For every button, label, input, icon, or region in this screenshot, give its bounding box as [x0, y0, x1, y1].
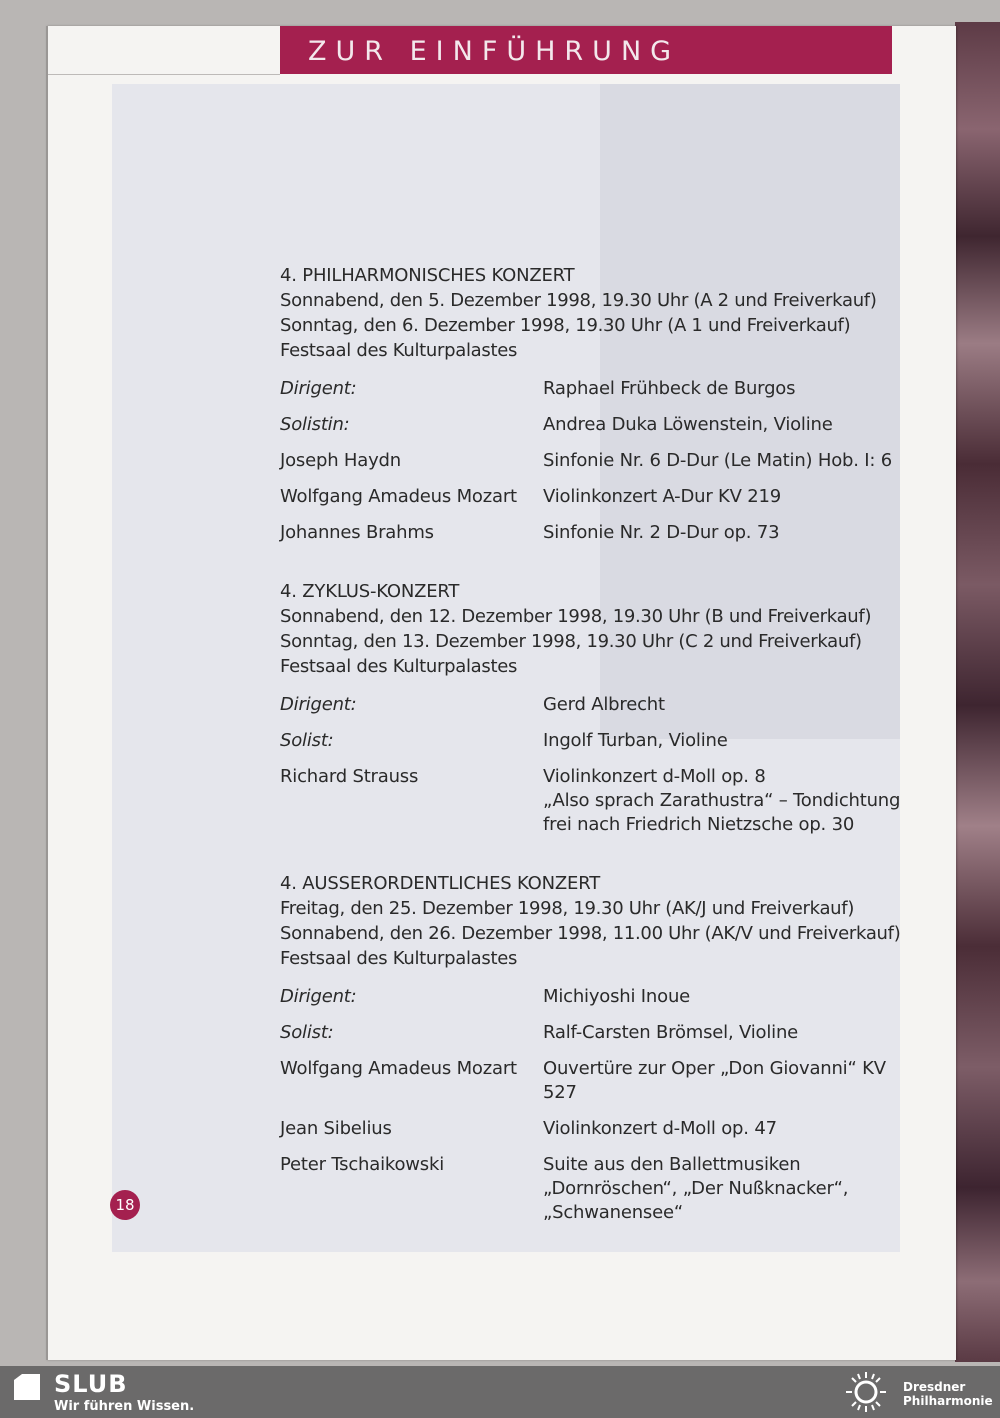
program-label: Richard Strauss [280, 766, 419, 787]
section-title: ZUR EINFÜHRUNG [308, 36, 681, 67]
program-row [280, 1117, 920, 1141]
concert-venue: Festsaal des Kulturpalastes [280, 948, 518, 969]
program-rows [280, 377, 920, 545]
program-label: Wolfgang Amadeus Mozart [280, 1058, 517, 1079]
program-row [280, 765, 920, 837]
program-value: Andrea Duka Löwenstein, Violine [543, 414, 833, 435]
program-label: Solist: [280, 1022, 334, 1043]
brochure-page [46, 26, 956, 1360]
program-value: Violinkonzert A-Dur KV 219 [543, 486, 782, 507]
program-row [280, 985, 920, 1009]
page-number: 18 [110, 1190, 140, 1220]
program-label: Solistin: [280, 414, 350, 435]
program-row [280, 485, 920, 509]
concert-block [280, 871, 920, 1225]
program-value: Ouvertüre zur Oper „Don Giovanni“ KV 527 [543, 1058, 886, 1103]
partner-name [903, 1380, 993, 1408]
concert-date: Sonnabend, den 5. Dezember 1998, 19.30 Uhr (A 2 und Freiverkauf) [280, 290, 877, 311]
program-row [280, 521, 920, 545]
program-value: Sinfonie Nr. 6 D-Dur (Le Matin) Hob. I: 6 [543, 450, 893, 471]
program-row [280, 693, 920, 717]
concert-venue: Festsaal des Kulturpalastes [280, 656, 518, 677]
concert-block [280, 263, 920, 545]
program-label: Jean Sibelius [280, 1118, 392, 1139]
concert-list [280, 263, 920, 1259]
program-row [280, 1057, 920, 1105]
program-label: Dirigent: [280, 694, 357, 715]
concert-title: 4. PHILHARMONISCHES KONZERT [280, 265, 575, 286]
concert-date: Freitag, den 25. Dezember 1998, 19.30 Uhr (AK/J und Freiverkauf) [280, 898, 855, 919]
concert-title: 4. ZYKLUS-KONZERT [280, 581, 460, 602]
program-value: Gerd Albrecht [543, 694, 665, 715]
program-label: Solist: [280, 730, 334, 751]
program-label: Johannes Brahms [280, 522, 434, 543]
program-value: Suite aus den Ballettmusiken „Dornröschen“, „Der Nußknacker“, „Schwanensee“ [543, 1154, 849, 1223]
program-value: Violinkonzert d-Moll op. 8 „Also sprach Zarathustra“ – Tondichtung frei nach Friedrich Nietzsche op. 30 [543, 766, 901, 835]
program-label: Dirigent: [280, 986, 357, 1007]
program-label: Wolfgang Amadeus Mozart [280, 486, 517, 507]
program-row [280, 1153, 920, 1225]
concert-date: Sonntag, den 6. Dezember 1998, 19.30 Uhr (A 1 und Freiverkauf) [280, 315, 851, 336]
concert-date: Sonnabend, den 26. Dezember 1998, 11.00 Uhr (AK/V und Freiverkauf) [280, 923, 901, 944]
concert-venue: Festsaal des Kulturpalastes [280, 340, 518, 361]
program-value: Raphael Frühbeck de Burgos [543, 378, 796, 399]
program-row [280, 449, 920, 473]
program-rows [280, 985, 920, 1225]
slub-tagline: Wir führen Wissen. [54, 1399, 195, 1414]
concert-title: 4. AUSSERORDENTLICHES KONZERT [280, 873, 600, 894]
section-header [280, 26, 892, 74]
partner-name-line1: Dresdner [903, 1380, 966, 1394]
program-label: Peter Tschaikowski [280, 1154, 444, 1175]
adjacent-page-edge [955, 22, 1000, 1362]
program-label: Joseph Haydn [280, 450, 401, 471]
header-rule [48, 74, 280, 75]
dresdner-philharmonie-logo-icon [840, 1370, 892, 1414]
program-row [280, 377, 920, 401]
program-value: Sinfonie Nr. 2 D-Dur op. 73 [543, 522, 780, 543]
slub-name: SLUB [54, 1370, 128, 1398]
concert-date: Sonntag, den 13. Dezember 1998, 19.30 Uhr (C 2 und Freiverkauf) [280, 631, 862, 652]
program-rows [280, 693, 920, 837]
program-value: Michiyoshi Inoue [543, 986, 691, 1007]
program-row [280, 1021, 920, 1045]
program-value: Ingolf Turban, Violine [543, 730, 728, 751]
program-value: Violinkonzert d-Moll op. 47 [543, 1118, 777, 1139]
concert-date: Sonnabend, den 12. Dezember 1998, 19.30 Uhr (B und Freiverkauf) [280, 606, 872, 627]
program-row [280, 413, 920, 437]
program-row [280, 729, 920, 753]
footer-bar [0, 1366, 1000, 1418]
concert-block [280, 579, 920, 837]
program-label: Dirigent: [280, 378, 357, 399]
slub-logo-icon [14, 1374, 40, 1400]
partner-name-line2: Philharmonie [903, 1394, 993, 1408]
program-value: Ralf-Carsten Brömsel, Violine [543, 1022, 799, 1043]
